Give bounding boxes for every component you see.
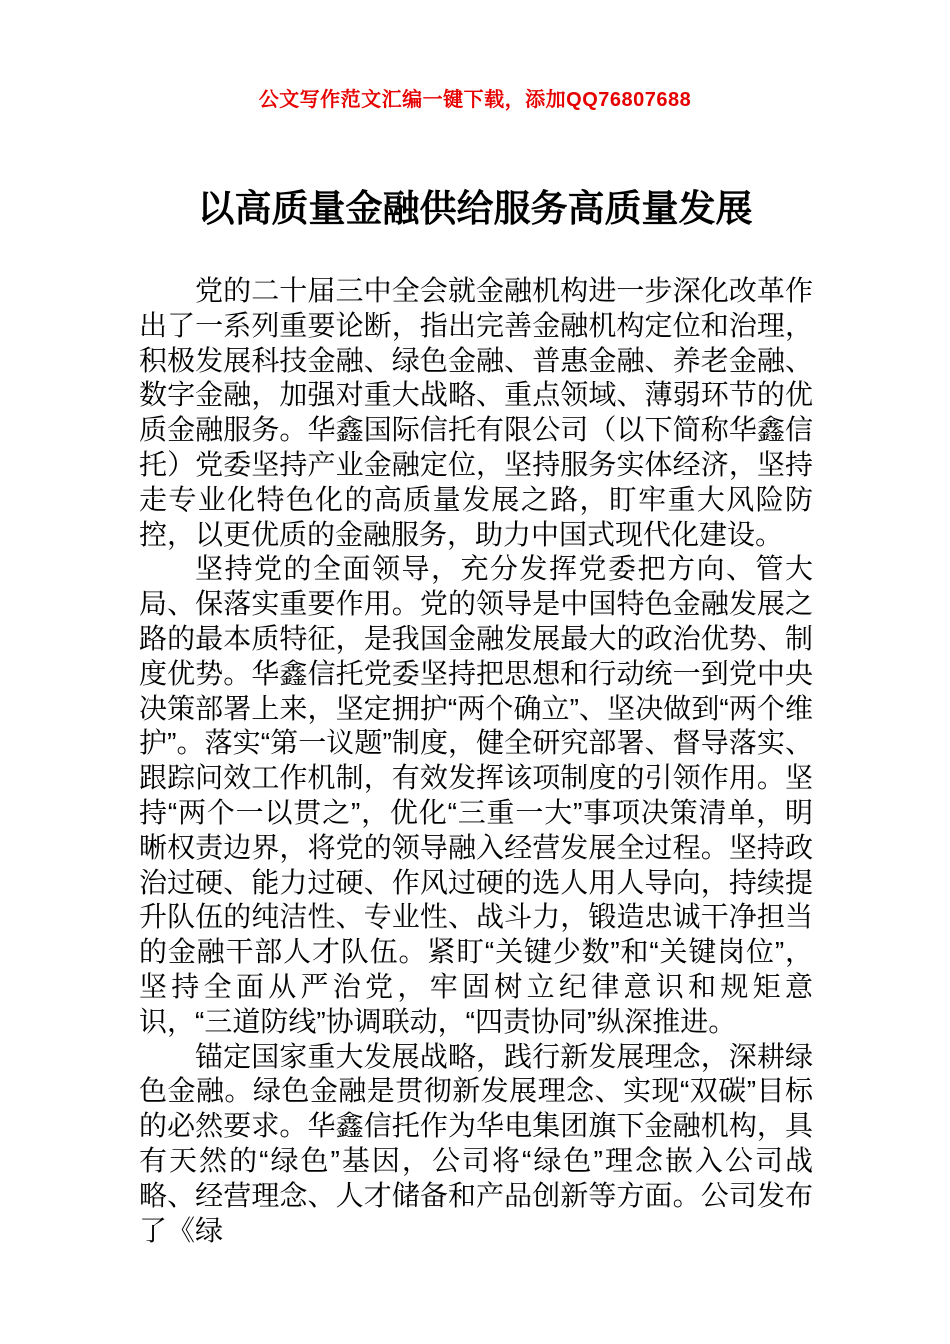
- paragraph-2: 坚持党的全面领导，充分发挥党委把方向、管大局、保落实重要作用。党的领导是中国特色金融发展之路的最本质特征，是我国金融发展最大的政治优势、制度优势。华鑫信托党委坚持把思想和行动统一到党中央决策部署上来，坚定拥护“两个确立”、坚决做到“两个维护”。落实“第一议题”制度，健全研究部署、督导落实、跟踪问效工作机制，有效发挥该项制度的引领作用。坚持“两个一以贯之”，优化“三重一大”事项决策清单，明晰权责边界，将党的领导融入经营发展全过程。坚持政治过硬、能力过硬、作风过硬的选人用人导向，持续提升队伍的纯洁性、专业性、战斗力，锻造忠诚干净担当的金融干部人才队伍。紧盯“关键少数”和“关键岗位”，坚持全面从严治党，牢固树立纪律意识和规矩意识，“三道防线”协调联动，“四责协同”纵深推进。: [139, 553, 813, 1037]
- paragraph-3: 锚定国家重大发展战略，践行新发展理念，深耕绿色金融。绿色金融是贯彻新发展理念、实现“双碳”目标的必然要求。华鑫信托作为华电集团旗下金融机构，具有天然的“绿色”基因，公司将“绿色”理念嵌入公司战略、经营理念、人才储备和产品创新等方面。公司发布了《绿: [139, 1040, 813, 1246]
- paragraph-1: 党的二十届三中全会就金融机构进一步深化改革作出了一系列重要论断，指出完善金融机构定位和治理，积极发展科技金融、绿色金融、普惠金融、养老金融、数字金融，加强对重大战略、重点领域、薄弱环节的优质金融服务。华鑫国际信托有限公司（以下简称华鑫信托）党委坚持产业金融定位，坚持服务实体经济，坚持走专业化特色化的高质量发展之路，盯牢重大风险防控，以更优质的金融服务，助力中国式现代化建设。: [139, 275, 813, 550]
- promo-notice-text: 公文写作范文汇编一键下载，添加QQ76807688: [258, 89, 692, 111]
- document-title: 以高质量金融供给服务高质量发展: [197, 188, 753, 229]
- document-body: [139, 274, 813, 1248]
